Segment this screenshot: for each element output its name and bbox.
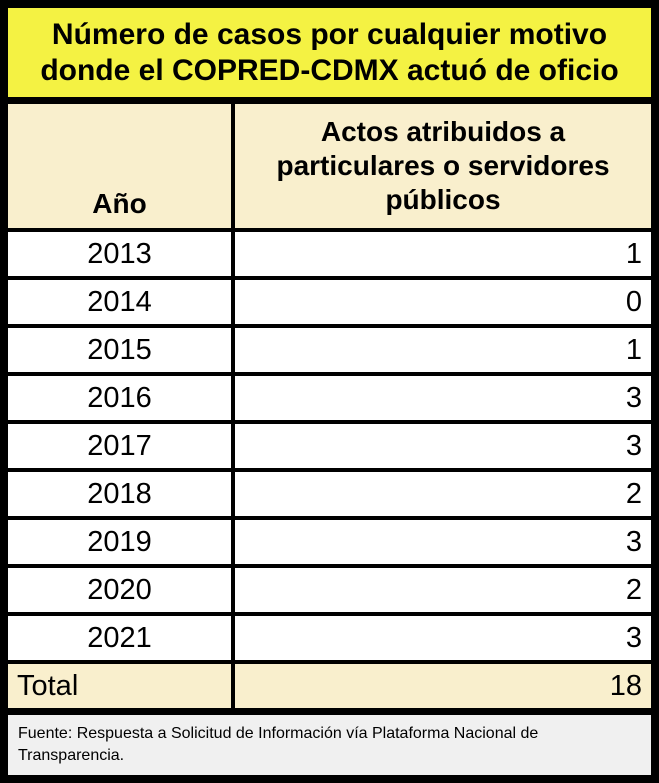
column-header-description-line-1: Actos atribuidos a [320, 116, 566, 147]
value-cell: 1 [235, 328, 651, 372]
figure-title [8, 8, 651, 97]
table-row [8, 328, 651, 372]
table-row [8, 376, 651, 420]
value-cell: 3 [235, 424, 651, 468]
year-cell: 2020 [8, 568, 231, 612]
value-cell: 3 [235, 616, 651, 660]
year-cell: 2014 [8, 280, 231, 324]
value-cell: 2 [235, 568, 651, 612]
year-cell: 2016 [8, 376, 231, 420]
year-cell: 2017 [8, 424, 231, 468]
value-cell: 0 [235, 280, 651, 324]
header-row [8, 104, 651, 228]
column-header-description [235, 104, 651, 228]
value-cell: 2 [235, 472, 651, 516]
value-cell: 3 [235, 376, 651, 420]
year-cell: 2021 [8, 616, 231, 660]
table-row [8, 568, 651, 612]
table-row [8, 520, 651, 564]
source-note [8, 715, 651, 775]
total-row [8, 664, 651, 708]
column-header-description-line-2: particulares o servidores [276, 150, 610, 181]
column-header-description-line-3: públicos [385, 184, 501, 215]
table-row [8, 616, 651, 660]
table-row [8, 232, 651, 276]
data-table [8, 104, 651, 708]
table-row [8, 424, 651, 468]
source-note-line-1: Fuente: Respuesta a Solicitud de Información vía Plataforma Nacional de [18, 725, 539, 742]
table-row [8, 280, 651, 324]
value-cell: 1 [235, 232, 651, 276]
year-cell: 2019 [8, 520, 231, 564]
total-value-cell: 18 [235, 664, 651, 708]
figure-title-line-2: donde el COPRED-CDMX actuó de oficio [40, 53, 619, 87]
source-note-line-2: Transparencia. [18, 747, 125, 764]
column-header-year: Año [8, 104, 231, 228]
year-cell: 2015 [8, 328, 231, 372]
figure-title-line-1: Número de casos por cualquier motivo [51, 17, 608, 51]
year-cell: 2013 [8, 232, 231, 276]
value-cell: 3 [235, 520, 651, 564]
year-cell: 2018 [8, 472, 231, 516]
total-label-cell: Total [8, 664, 231, 708]
table-row [8, 472, 651, 516]
